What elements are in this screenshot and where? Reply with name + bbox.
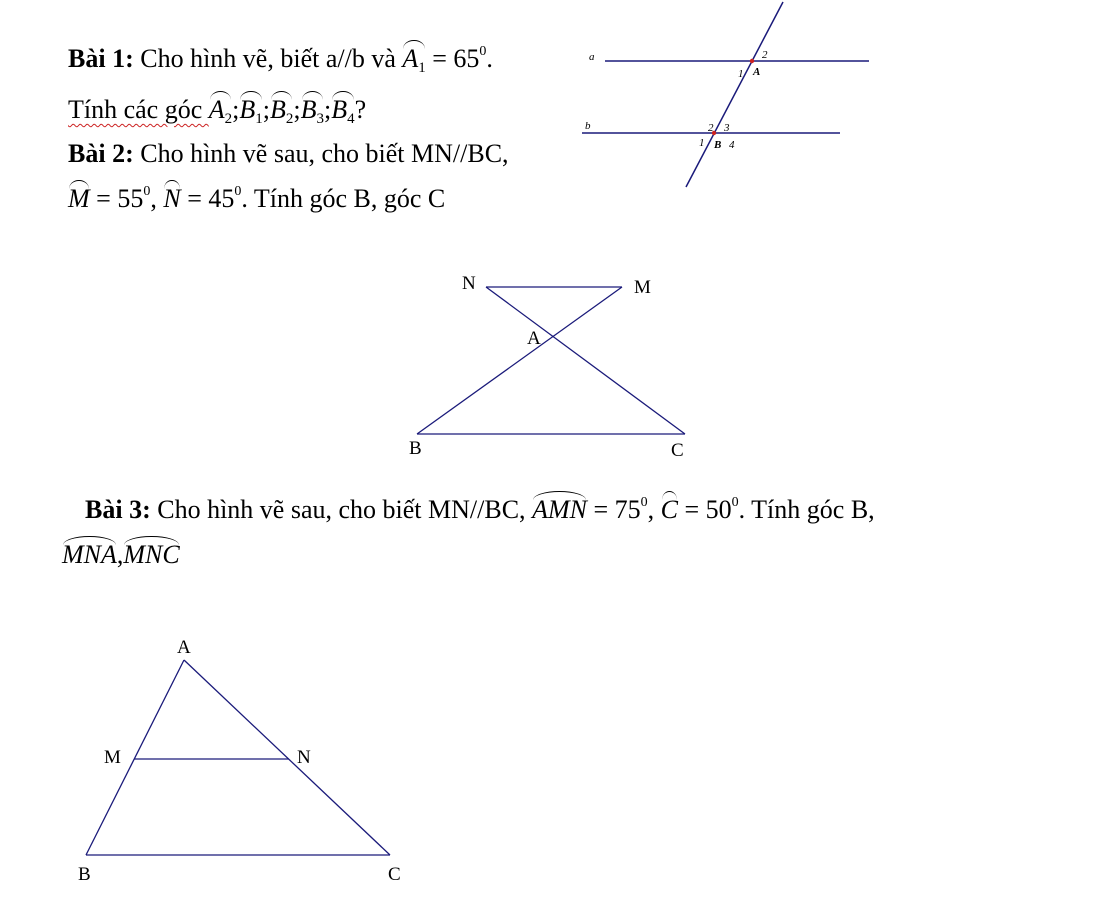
label-m: M [634, 277, 651, 298]
problem2-text: Cho hình vẽ sau, cho biết MN//BC, [133, 139, 509, 168]
segment-mb [417, 287, 622, 434]
label-b: B [78, 864, 91, 885]
segment-nc [486, 287, 685, 434]
angle-a1-value: = 65 [425, 44, 480, 73]
label-angle-a1: 1 [738, 68, 744, 80]
angle-amn: AMN [532, 495, 587, 524]
problem3-tail: . Tính góc B, [738, 495, 875, 524]
point-a [750, 59, 754, 63]
problem1-text: Cho hình vẽ, biết a//b và [133, 44, 403, 73]
segment-ac [184, 660, 390, 855]
label-angle-a2: 2 [762, 49, 768, 61]
problem3-line2: MNA,MNC [62, 540, 180, 569]
angle-n: N [163, 184, 181, 213]
label-c: C [388, 864, 401, 885]
label-c: C [671, 440, 684, 461]
problem2-label: Bài 2: [68, 139, 134, 168]
problem3-label: Bài 3: [85, 495, 151, 524]
label-angle-b1: 1 [699, 137, 705, 149]
label-angle-b2: 2 [708, 122, 714, 134]
problem1-line2-text: Tính các góc [68, 95, 209, 124]
angle-c: C [660, 495, 678, 524]
label-angle-b4: 4 [729, 139, 735, 151]
problem3-text: Cho hình vẽ sau, cho biết MN//BC, [150, 495, 533, 524]
label-line-a: a [589, 51, 595, 63]
transversal [686, 2, 783, 187]
problem2-line2: $M = 55^0$, $N = 45^0$. Tính góc B, góc C [68, 184, 446, 213]
problem3-line1: Bài 3: Cho hình vẽ sau, cho biết MN//BC, AMN = $75^0$, $C = 50^0$. Tính góc B, [85, 495, 875, 524]
angle-b3: $B_3$ [300, 95, 325, 127]
figure3 [86, 660, 390, 855]
problem1-line2: Tính các góc $A_2;B_1;B_2;B_3;B_4$? [68, 95, 367, 127]
label-b: B [409, 438, 422, 459]
angle-b2: $B_2$ [270, 95, 294, 127]
figure1 [582, 2, 869, 187]
label-m: M [104, 747, 121, 768]
degree-sup: 0 [479, 44, 487, 59]
angle-mna: MNA [62, 540, 117, 569]
segment-ab [86, 660, 184, 855]
label-a: A [527, 328, 541, 349]
angle-a2: $A_2$ [208, 95, 233, 127]
label-angle-b3: 3 [724, 122, 730, 134]
angle-mnc: MNC [123, 540, 180, 569]
label-n: N [462, 273, 476, 294]
label-line-b: b [585, 120, 591, 132]
angle-b4: $B_4$ [331, 95, 355, 127]
label-n: N [297, 747, 311, 768]
angle-a1: $A_1$ [402, 44, 426, 76]
label-point-b: B [714, 139, 722, 151]
problem1-label: Bài 1: [68, 44, 134, 73]
figure2 [417, 287, 685, 434]
question-mark: ? [354, 95, 367, 124]
label-point-a: A [753, 66, 761, 78]
problem1-line1: Bài 1: Cho hình vẽ, biết a//b và $A_1 = 65^0$. [68, 44, 493, 76]
label-a: A [177, 637, 191, 658]
problem2-tail: . Tính góc B, góc C [241, 184, 446, 213]
angle-b1: $B_1$ [239, 95, 263, 127]
angle-m: M [68, 184, 90, 213]
